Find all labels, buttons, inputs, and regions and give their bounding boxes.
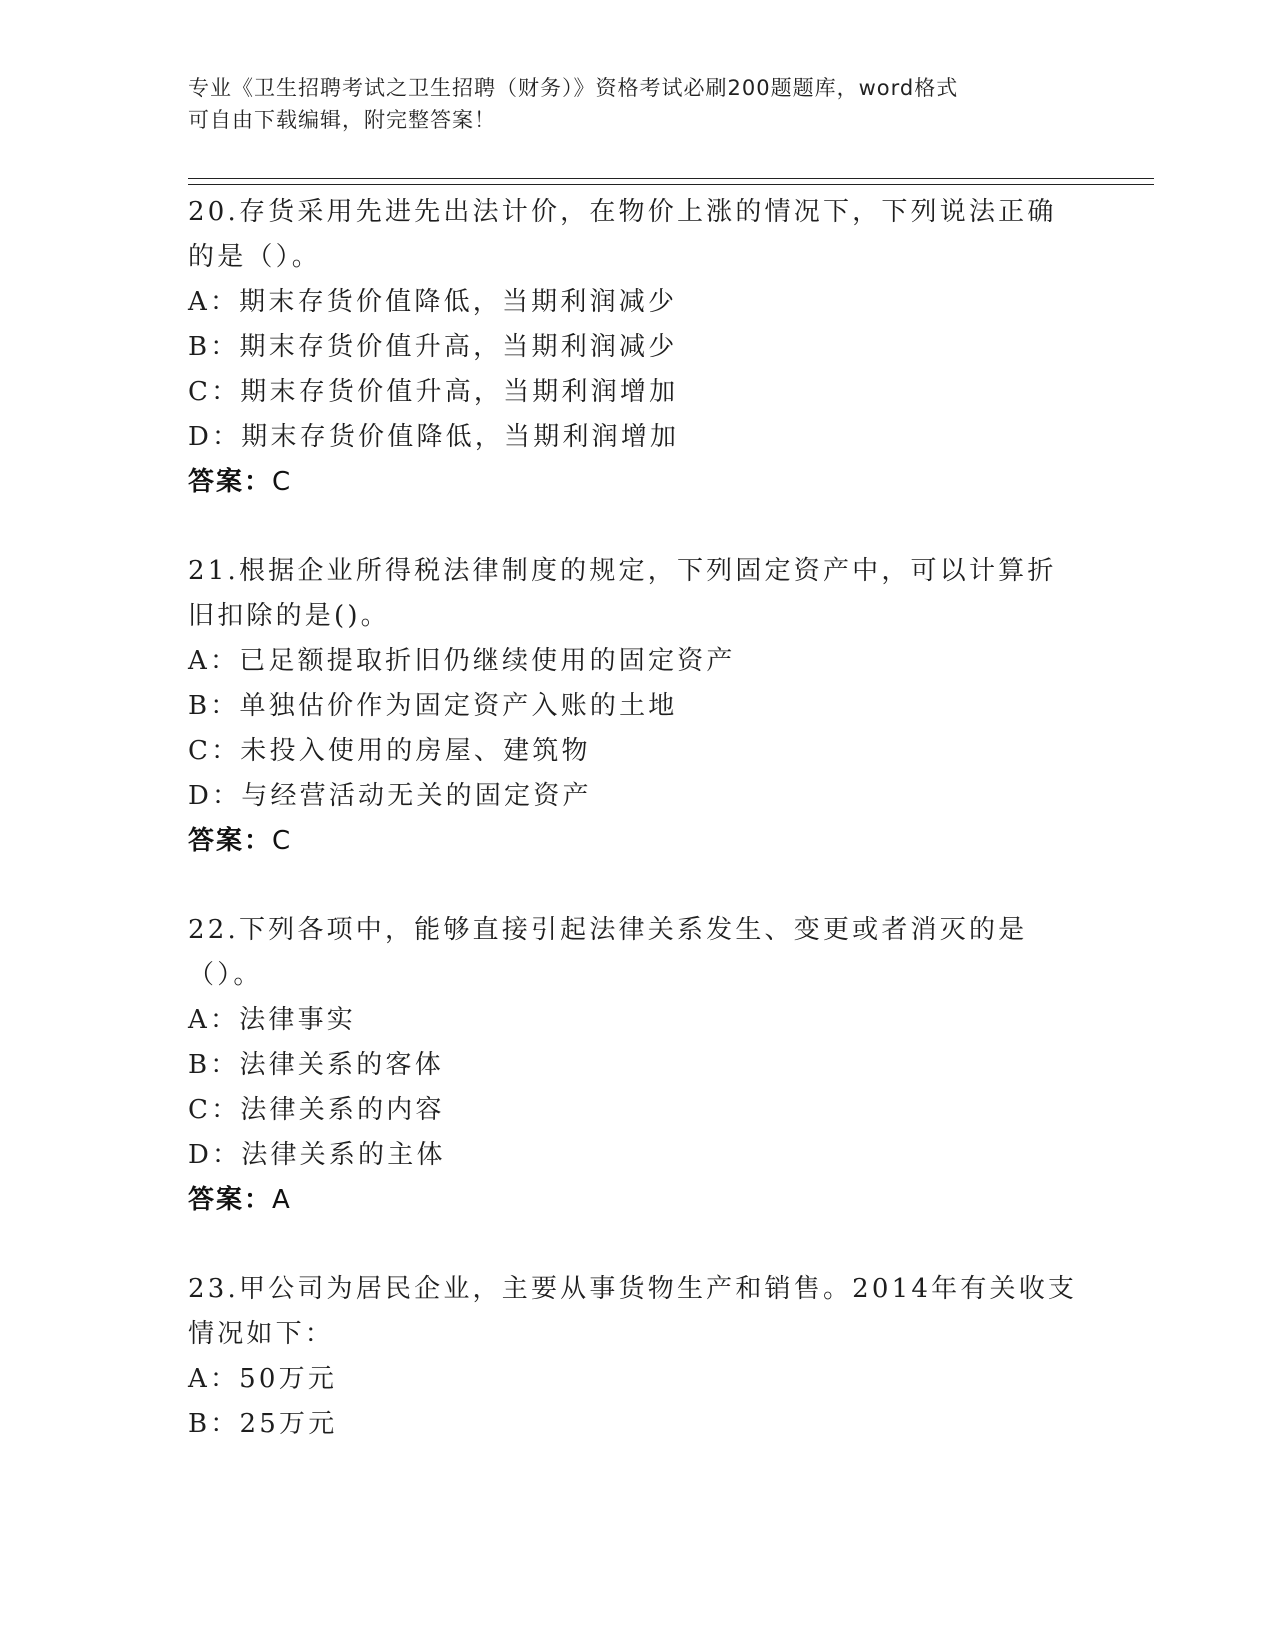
option-d: D：期末存货价值降低，当期利润增加 [188, 422, 680, 452]
option-a: A：已足额提取折旧仍继续使用的固定资产 [188, 646, 736, 676]
answer-line [188, 460, 1088, 505]
question-list [188, 190, 1088, 1491]
question-stem: 21.根据企业所得税法律制度的规定，下列固定资产中，可以计算折旧扣除的是()。 [188, 556, 1057, 631]
question-stem: 20.存货采用先进先出法计价，在物价上涨的情况下，下列说法正确的是（）。 [188, 197, 1057, 272]
option-c: C：法律关系的内容 [188, 1095, 445, 1125]
answer-label: 答案： [188, 826, 273, 856]
option-a: A：期末存货价值降低，当期利润减少 [188, 287, 678, 317]
answer-value: A [272, 1185, 292, 1215]
document-header [188, 72, 1088, 136]
header-line-1: 专业《卫生招聘考试之卫生招聘（财务）》资格考试必刷200题题库，word格式 [188, 76, 959, 100]
question-stem: 22.下列各项中，能够直接引起法律关系发生、变更或者消灭的是（）。 [188, 915, 1028, 990]
answer-label: 答案： [188, 1185, 273, 1215]
question-21 [188, 549, 1088, 864]
question-20 [188, 190, 1088, 505]
header-line-2: 可自由下载编辑，附完整答案！ [188, 108, 496, 132]
answer-label: 答案： [188, 467, 273, 497]
question-stem: 23.甲公司为居民企业，主要从事货物生产和销售。2014年有关收支情况如下： [188, 1274, 1078, 1349]
answer-line [188, 819, 1088, 864]
header-rule-top [188, 178, 1154, 179]
answer-line [188, 1178, 1088, 1223]
question-23 [188, 1267, 1088, 1447]
header-rule-bottom [188, 184, 1154, 185]
option-c: C：未投入使用的房屋、建筑物 [188, 736, 591, 766]
option-b: B：25万元 [188, 1409, 338, 1439]
option-d: D：法律关系的主体 [188, 1140, 446, 1170]
question-22 [188, 908, 1088, 1223]
option-b: B：单独估价作为固定资产入账的土地 [188, 691, 678, 721]
option-a: A：法律事实 [188, 1005, 356, 1035]
answer-value: C [272, 467, 293, 497]
option-a: A：50万元 [188, 1364, 338, 1394]
option-c: C：期末存货价值升高，当期利润增加 [188, 377, 679, 407]
option-b: B：法律关系的客体 [188, 1050, 444, 1080]
option-d: D：与经营活动无关的固定资产 [188, 781, 592, 811]
option-b: B：期末存货价值升高，当期利润减少 [188, 332, 678, 362]
answer-value: C [272, 826, 293, 856]
